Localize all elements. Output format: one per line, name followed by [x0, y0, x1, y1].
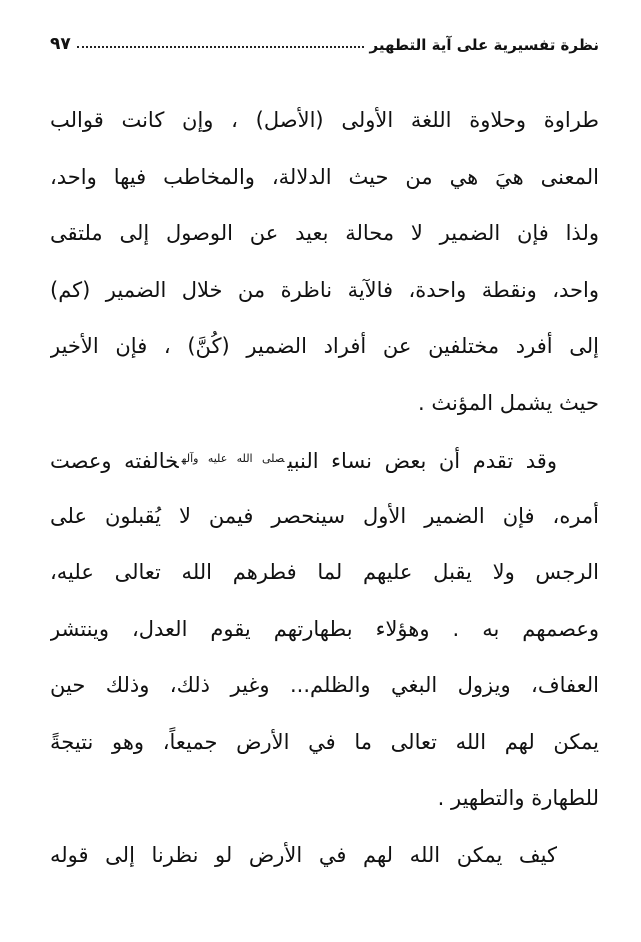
text-line: ولذا فإن الضمير لا محالة بعيد عن الوصول إلى ملتقى — [50, 221, 599, 245]
paragraph-1 — [50, 92, 599, 431]
text-line: واحد، ونقطة واحدة، فالآية ناظرة من خلال الضمير (كم) — [50, 277, 599, 302]
text-line: حيث يشمل المؤنث . — [418, 390, 599, 415]
text-line: العفاف، ويزول البغي والظلم... وغير ذلك، وذلك حين — [50, 673, 599, 697]
paragraph-3 — [50, 827, 599, 884]
line-segment: خالفته وعصت — [50, 449, 179, 473]
page-number: ٩٧ — [50, 34, 71, 54]
salawat-symbol: صلى الله عليه وآله — [181, 452, 285, 465]
text-line: يمكن لهم الله تعالى ما في الأرض جميعاً، وهو نتيجةً — [50, 729, 599, 754]
header-leader-dots — [77, 46, 364, 48]
body-text — [50, 92, 599, 883]
text-line: إلى أفرد مختلفين عن أفراد الضمير (كُنَّ) ، فإن الأخير — [50, 334, 599, 358]
text-line: طراوة وحلاوة اللغة الأولى (الأصل) ، وإن كانت قوالب — [50, 108, 599, 132]
running-header — [50, 26, 599, 54]
text-line-first — [50, 431, 599, 488]
header-title: نظرة تفسيرية على آية التطهير — [369, 36, 599, 54]
paragraph-2 — [50, 431, 599, 827]
text-line: كيف يمكن الله لهم في الأرض لو نظرنا إلى قوله — [50, 842, 557, 867]
line-segment: وقد تقدم أن بعض نساء النبي — [287, 449, 557, 473]
text-line: المعنى هيَ هي من حيث الدلالة، والمخاطب فيها واحد، — [50, 164, 599, 189]
text-line: للطهارة والتطهير . — [437, 786, 599, 810]
text-line: وعصمهم به . وهؤلاء بطهارتهم يقوم العدل، وينتشر — [50, 616, 599, 641]
text-line: أمره، فإن الضمير الأول سينحصر فيمن لا يُقبلون على — [50, 503, 599, 528]
text-line: الرجس ولا يقبل عليهم لما فطرهم الله تعالى عليه، — [50, 560, 599, 584]
